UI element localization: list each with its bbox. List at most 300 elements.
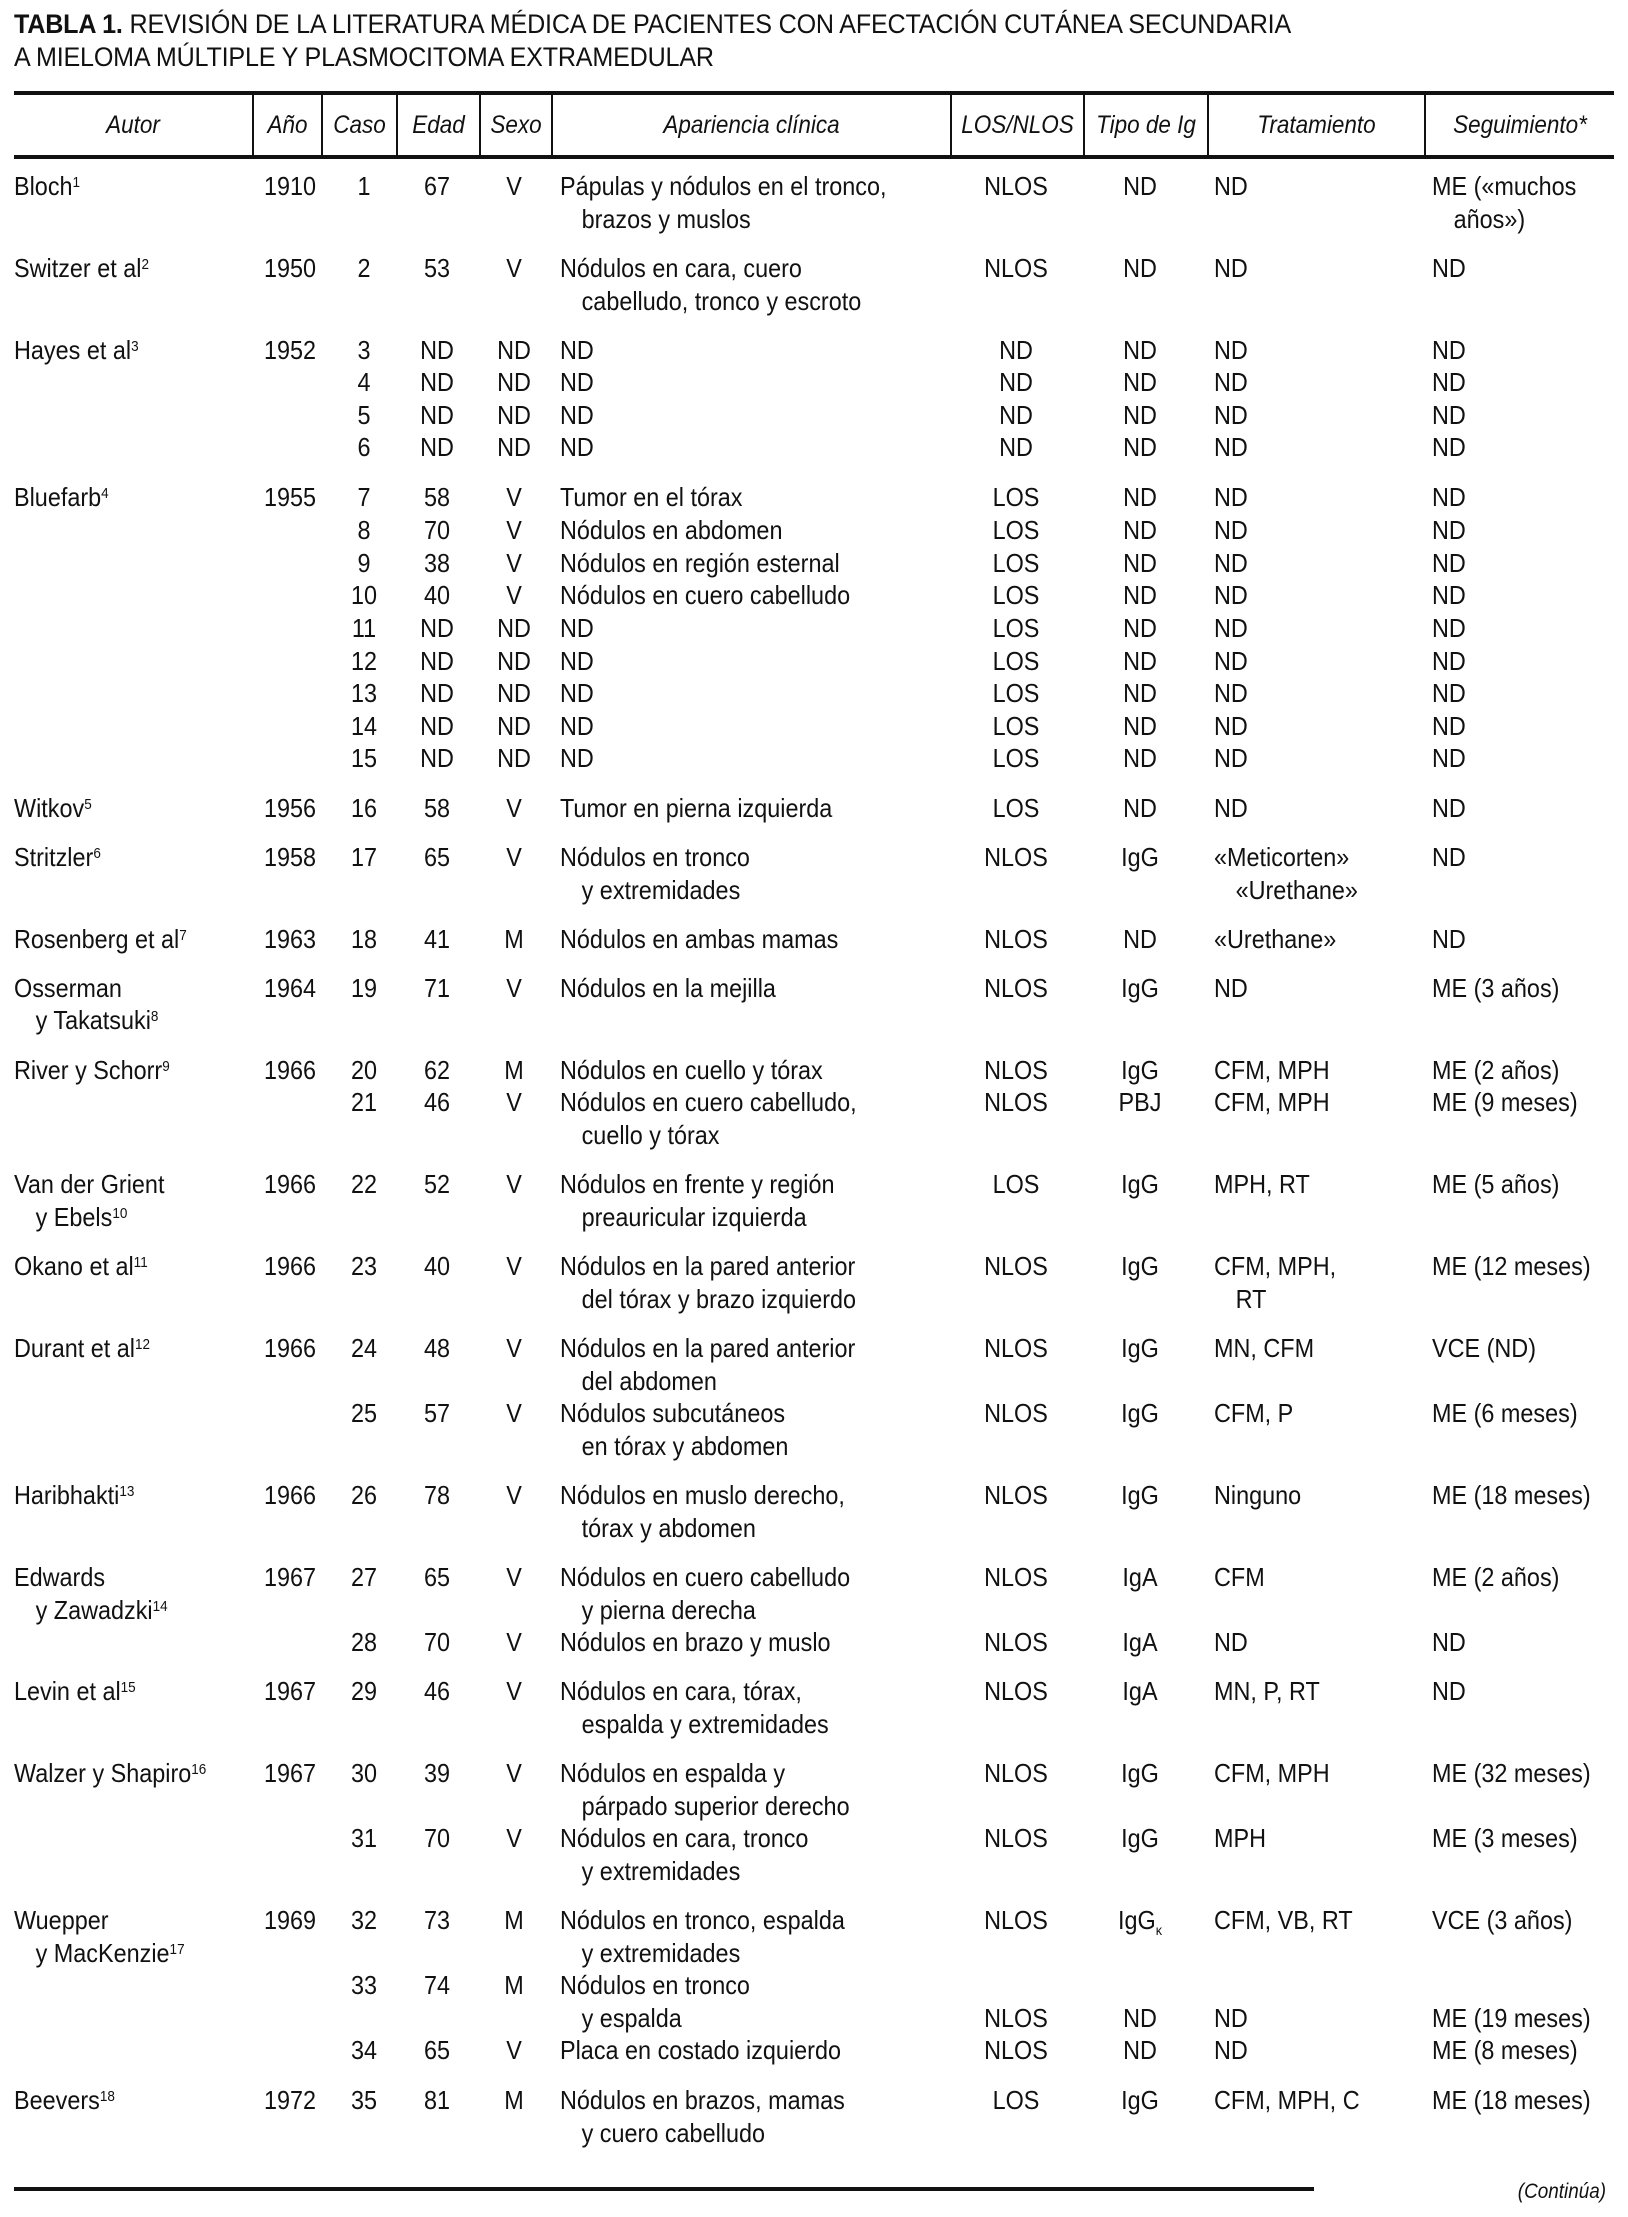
header-tipo-ig: Tipo de Ig — [1096, 110, 1196, 139]
sex-cell: V — [506, 1627, 522, 1657]
clinical-appearance-cell: Tumor en pierna izquierda — [560, 793, 833, 823]
los-nlos-cell: ND — [999, 367, 1033, 397]
header-tratamiento: Tratamiento — [1257, 110, 1376, 139]
treatment-cell: CFM, MPH — [1214, 1055, 1330, 1085]
follow-up-cell: ME (2 años) — [1432, 1055, 1560, 1085]
case-cell: 22 — [350, 1169, 378, 1199]
year-cell: 1910 — [263, 171, 316, 201]
treatment-cell: ND — [1214, 367, 1248, 397]
age-cell: 58 — [423, 482, 451, 512]
year-cell: 1967 — [263, 1758, 316, 1788]
clinical-appearance-cell: Nódulos en región esternal — [560, 548, 840, 578]
age-cell: 78 — [423, 1480, 451, 1510]
los-nlos-cell: NLOS — [984, 924, 1048, 954]
author-cell: Rosenberg et $al^7$ — [14, 924, 187, 954]
age-cell: 65 — [423, 842, 451, 872]
author-cell: Witkov$^5$ — [14, 793, 92, 823]
case-cell: 23 — [350, 1251, 378, 1281]
ig-type-cell: ND — [1123, 678, 1157, 708]
age-cell: 65 — [423, 1562, 451, 1592]
column-divider — [396, 95, 398, 157]
follow-up-cell: ND — [1432, 432, 1466, 462]
sex-cell: M — [504, 1970, 524, 2000]
age-cell: ND — [420, 646, 454, 676]
sex-cell: ND — [497, 678, 531, 708]
treatment-cell: ND — [1214, 580, 1248, 610]
sex-cell: ND — [497, 367, 531, 397]
age-cell: 57 — [423, 1398, 451, 1428]
case-cell: 8 — [357, 515, 371, 545]
ig-type-cell: ND — [1123, 400, 1157, 430]
follow-up-cell: ME («muchos — [1432, 171, 1577, 201]
sex-cell: V — [506, 1758, 522, 1788]
age-cell: 41 — [423, 924, 451, 954]
header-anio: Año — [267, 110, 308, 139]
author-cell: Van der Grient — [14, 1169, 165, 1199]
follow-up-cell: ND — [1432, 842, 1466, 872]
case-cell: 29 — [350, 1676, 378, 1706]
clinical-appearance-cell-continued: y extremidades — [581, 1856, 741, 1886]
reference-number: 5 — [84, 796, 92, 813]
age-cell: 46 — [423, 1087, 451, 1117]
sex-cell: V — [506, 1823, 522, 1853]
sex-cell: ND — [497, 646, 531, 676]
year-cell: 1958 — [263, 842, 316, 872]
sex-cell: V — [506, 1398, 522, 1428]
sex-cell: M — [504, 2085, 524, 2115]
clinical-appearance-cell: Nódulos en tronco — [560, 1970, 750, 2000]
clinical-appearance-cell: Nódulos subcutáneos — [560, 1398, 786, 1428]
follow-up-cell: ME (32 meses) — [1432, 1758, 1591, 1788]
treatment-cell: CFM, MPH, — [1214, 1251, 1337, 1281]
author-cell-continued: y Ebels$^{10}$ — [35, 1202, 128, 1232]
treatment-cell: «Meticorten» — [1214, 842, 1350, 872]
los-nlos-cell: LOS — [992, 711, 1040, 741]
follow-up-cell: ND — [1432, 924, 1466, 954]
treatment-cell: ND — [1214, 515, 1248, 545]
year-cell: 1969 — [263, 1905, 316, 1935]
case-cell: 19 — [350, 973, 378, 1003]
los-nlos-cell: LOS — [992, 482, 1040, 512]
case-cell: 21 — [350, 1087, 378, 1117]
age-cell: 67 — [423, 171, 451, 201]
treatment-cell: MPH — [1214, 1823, 1267, 1853]
reference-number: 7 — [179, 927, 187, 944]
reference-number: 8 — [150, 1008, 159, 1025]
column-divider — [1083, 95, 1085, 157]
case-cell: 18 — [350, 924, 378, 954]
los-nlos-cell: NLOS — [984, 1676, 1048, 1706]
follow-up-cell: ME (6 meses) — [1432, 1398, 1578, 1428]
clinical-appearance-cell: Nódulos en abdomen — [560, 515, 783, 545]
ig-type-cell: IgG — [1121, 973, 1159, 1003]
treatment-cell: ND — [1214, 2035, 1248, 2065]
follow-up-cell: ND — [1432, 646, 1466, 676]
age-cell: ND — [420, 743, 454, 773]
reference-number: 10 — [112, 1205, 128, 1222]
sex-cell: V — [506, 515, 522, 545]
los-nlos-cell: LOS — [992, 515, 1040, 545]
case-cell: 15 — [350, 743, 378, 773]
age-cell: 74 — [423, 1970, 451, 2000]
case-cell: 31 — [350, 1823, 378, 1853]
age-cell: ND — [420, 400, 454, 430]
sex-cell: ND — [497, 400, 531, 430]
author-cell: Wuepper — [14, 1905, 109, 1935]
los-nlos-cell: NLOS — [984, 842, 1048, 872]
treatment-cell: ND — [1214, 335, 1248, 365]
ig-type-cell: ND — [1123, 335, 1157, 365]
clinical-appearance-cell: ND — [560, 400, 594, 430]
ig-type-cell: IgG — [1121, 1398, 1159, 1428]
reference-number: 13 — [119, 1483, 135, 1500]
follow-up-cell: ND — [1432, 515, 1466, 545]
case-cell: 28 — [350, 1627, 378, 1657]
clinical-appearance-cell-continued: brazos y muslos — [581, 204, 751, 234]
ig-type-cell: IgA — [1122, 1627, 1158, 1657]
clinical-appearance-cell-continued: cuello y tórax — [581, 1120, 720, 1150]
age-cell: 39 — [423, 1758, 451, 1788]
clinical-appearance-cell: ND — [560, 367, 594, 397]
sex-cell: M — [504, 1905, 524, 1935]
sex-cell: V — [506, 793, 522, 823]
column-divider — [551, 95, 553, 157]
follow-up-cell: VCE (ND) — [1432, 1333, 1537, 1363]
sex-cell: V — [506, 1087, 522, 1117]
los-nlos-cell: NLOS — [984, 973, 1048, 1003]
ig-type-cell: ND — [1123, 548, 1157, 578]
ig-type-cell: ND — [1123, 580, 1157, 610]
clinical-appearance-cell-continued: y espalda — [581, 2003, 682, 2033]
reference-number: 15 — [120, 1679, 136, 1696]
los-nlos-cell: ND — [999, 335, 1033, 365]
clinical-appearance-cell: Nódulos en cuero cabelludo — [560, 580, 851, 610]
clinical-appearance-cell: ND — [560, 711, 594, 741]
author-cell: Hayes et $al^3$ — [14, 335, 139, 365]
year-cell: 1964 — [263, 973, 316, 1003]
author-cell: Levin et $al^{15}$ — [14, 1676, 136, 1706]
treatment-cell: ND — [1214, 482, 1248, 512]
header-los-nlos: LOS/NLOS — [961, 110, 1074, 139]
treatment-cell: ND — [1214, 793, 1248, 823]
follow-up-cell: ME (3 años) — [1432, 973, 1560, 1003]
reference-number: 14 — [152, 1598, 168, 1615]
treatment-cell-continued: «Urethane» — [1235, 875, 1358, 905]
column-divider — [1424, 95, 1426, 157]
author-cell: Haribhakti$^{13}$ — [14, 1480, 135, 1510]
sex-cell: V — [506, 253, 522, 283]
case-cell: 32 — [350, 1905, 378, 1935]
ig-type-cell: IgG — [1121, 1169, 1159, 1199]
follow-up-cell: ME (12 meses) — [1432, 1251, 1591, 1281]
author-cell: Okano et $al^{11}$ — [14, 1251, 148, 1281]
year-cell: 1966 — [263, 1333, 316, 1363]
clinical-appearance-cell-continued: espalda y extremidades — [581, 1709, 829, 1739]
follow-up-cell: ME (3 meses) — [1432, 1823, 1578, 1853]
author-cell: Bloch$^1$ — [14, 171, 81, 201]
sex-cell: V — [506, 1562, 522, 1592]
treatment-cell: ND — [1214, 1627, 1248, 1657]
age-cell: ND — [420, 432, 454, 462]
los-nlos-cell: LOS — [992, 613, 1040, 643]
age-cell: 70 — [423, 1823, 451, 1853]
treatment-cell: MN, P, RT — [1214, 1676, 1320, 1706]
clinical-appearance-cell-continued: cabelludo, tronco y escroto — [581, 286, 862, 316]
age-cell: 70 — [423, 515, 451, 545]
follow-up-cell: ME (2 años) — [1432, 1562, 1560, 1592]
treatment-cell: ND — [1214, 400, 1248, 430]
treatment-cell: CFM, MPH, C — [1214, 2085, 1360, 2115]
age-cell: ND — [420, 678, 454, 708]
year-cell: 1972 — [263, 2085, 316, 2115]
treatment-cell: CFM — [1214, 1562, 1265, 1592]
age-cell: 81 — [423, 2085, 451, 2115]
follow-up-cell: ME (9 meses) — [1432, 1087, 1578, 1117]
case-cell: 5 — [357, 400, 371, 430]
treatment-cell: ND — [1214, 646, 1248, 676]
case-cell: 16 — [350, 793, 378, 823]
clinical-appearance-cell: ND — [560, 743, 594, 773]
sex-cell: V — [506, 1251, 522, 1281]
follow-up-cell: ME (18 meses) — [1432, 1480, 1591, 1510]
author-cell: Bluefarb$^4$ — [14, 482, 109, 512]
author-cell-continued: y Zawadzki$^{14}$ — [35, 1595, 168, 1625]
reference-number: 16 — [191, 1761, 207, 1778]
case-cell: 30 — [350, 1758, 378, 1788]
los-nlos-cell: NLOS — [984, 1480, 1048, 1510]
ig-type-cell: IgG — [1121, 1758, 1159, 1788]
los-nlos-cell: LOS — [992, 580, 1040, 610]
sex-cell: V — [506, 973, 522, 1003]
los-nlos-cell: LOS — [992, 548, 1040, 578]
treatment-cell: ND — [1214, 548, 1248, 578]
treatment-cell: CFM, MPH — [1214, 1758, 1330, 1788]
follow-up-cell: ND — [1432, 482, 1466, 512]
sex-cell: V — [506, 842, 522, 872]
column-divider — [1207, 95, 1209, 157]
author-cell: Edwards — [14, 1562, 106, 1592]
sex-cell: V — [506, 1480, 522, 1510]
sex-cell: V — [506, 580, 522, 610]
los-nlos-cell: LOS — [992, 1169, 1040, 1199]
case-cell: 12 — [350, 646, 378, 676]
author-cell: River y Schorr$^9$ — [14, 1055, 170, 1085]
author-cell: Walzer y Shapiro$^{16}$ — [14, 1758, 207, 1788]
clinical-appearance-cell: ND — [560, 678, 594, 708]
ig-type-cell: IgG — [1121, 1055, 1159, 1085]
age-cell: 58 — [423, 793, 451, 823]
age-cell: 52 — [423, 1169, 451, 1199]
los-nlos-cell: NLOS — [984, 1087, 1048, 1117]
header-edad: Edad — [412, 110, 465, 139]
treatment-cell: ND — [1214, 743, 1248, 773]
treatment-cell: CFM, P — [1214, 1398, 1294, 1428]
los-nlos-cell: NLOS — [984, 171, 1048, 201]
clinical-appearance-cell-continued: y pierna derecha — [581, 1595, 756, 1625]
ig-type-cell: IgG — [1121, 842, 1159, 872]
sex-cell: ND — [497, 743, 531, 773]
clinical-appearance-cell-continued: del abdomen — [581, 1366, 717, 1396]
age-cell: 38 — [423, 548, 451, 578]
case-cell: 2 — [357, 253, 371, 283]
follow-up-cell: ND — [1432, 580, 1466, 610]
age-cell: ND — [420, 711, 454, 741]
clinical-appearance-cell: Nódulos en cuero cabelludo, — [560, 1087, 857, 1117]
year-cell: 1966 — [263, 1055, 316, 1085]
follow-up-cell: ME (8 meses) — [1432, 2035, 1578, 2065]
case-cell: 25 — [350, 1398, 378, 1428]
case-cell: 34 — [350, 2035, 378, 2065]
sex-cell: V — [506, 2035, 522, 2065]
los-nlos-cell: NLOS — [984, 1055, 1048, 1085]
sex-cell: V — [506, 548, 522, 578]
year-cell: 1963 — [263, 924, 316, 954]
clinical-appearance-cell: Nódulos en brazo y muslo — [560, 1627, 831, 1657]
case-cell: 17 — [350, 842, 378, 872]
los-nlos-cell: LOS — [992, 2085, 1040, 2115]
case-cell: 14 — [350, 711, 378, 741]
reference-number: 9 — [162, 1058, 170, 1075]
age-cell: ND — [420, 613, 454, 643]
follow-up-cell: ND — [1432, 548, 1466, 578]
treatment-cell-continued: RT — [1235, 1284, 1267, 1314]
case-cell: 13 — [350, 678, 378, 708]
case-cell: 6 — [357, 432, 371, 462]
ig-type-cell: IgA — [1122, 1676, 1158, 1706]
year-cell: 1955 — [263, 482, 316, 512]
clinical-appearance-cell-continued: preauricular izquierda — [581, 1202, 807, 1232]
follow-up-cell: VCE (3 años) — [1432, 1905, 1573, 1935]
case-cell: 11 — [351, 613, 377, 643]
clinical-appearance-cell: Nódulos en la pared anterior — [560, 1251, 856, 1281]
reference-number: 18 — [99, 2088, 115, 2105]
ig-type-cell: IgG — [1121, 1823, 1159, 1853]
follow-up-cell: ND — [1432, 335, 1466, 365]
los-nlos-cell: NLOS — [984, 253, 1048, 283]
clinical-appearance-cell: Nódulos en la pared anterior — [560, 1333, 856, 1363]
sex-cell: M — [504, 1055, 524, 1085]
year-cell: 1966 — [263, 1251, 316, 1281]
los-nlos-cell: NLOS — [984, 1251, 1048, 1281]
clinical-appearance-cell-continued: y cuero cabelludo — [581, 2118, 766, 2148]
treatment-cell: ND — [1214, 2003, 1248, 2033]
title-line-1: REVISIÓN DE LA LITERATURA MÉDICA DE PACIENTES CON AFECTACIÓN CUTÁNEA SECUNDARIA — [129, 9, 1292, 39]
clinical-appearance-cell-continued: tórax y abdomen — [581, 1513, 756, 1543]
age-cell: 73 — [423, 1905, 451, 1935]
column-divider — [479, 95, 481, 157]
reference-number: 12 — [134, 1336, 150, 1353]
title-line-2: A MIELOMA MÚLTIPLE Y PLASMOCITOMA EXTRAMEDULAR — [14, 42, 714, 72]
age-cell: ND — [420, 367, 454, 397]
follow-up-cell: ND — [1432, 793, 1466, 823]
table-label: TABLA 1. — [14, 9, 123, 39]
case-cell: 7 — [357, 482, 371, 512]
year-cell: 1966 — [263, 1169, 316, 1199]
sex-cell: V — [506, 1333, 522, 1363]
clinical-appearance-cell: Nódulos en tronco — [560, 842, 750, 872]
reference-number: 2 — [141, 256, 149, 273]
ig-type-cell: ND — [1123, 482, 1157, 512]
reference-number: 4 — [101, 485, 109, 502]
los-nlos-cell: NLOS — [984, 2035, 1048, 2065]
age-cell: 48 — [423, 1333, 451, 1363]
header-sexo: Sexo — [490, 110, 542, 139]
ig-type-cell: ND — [1123, 646, 1157, 676]
los-nlos-cell: NLOS — [984, 1398, 1048, 1428]
clinical-appearance-cell-continued: del tórax y brazo izquierdo — [581, 1284, 857, 1314]
clinical-appearance-cell: Nódulos en cara, cuero — [560, 253, 802, 283]
treatment-cell: MN, CFM — [1214, 1333, 1315, 1363]
author-cell: Beevers$^{18}$ — [14, 2085, 115, 2115]
column-divider — [321, 95, 323, 157]
clinical-appearance-cell-continued: y extremidades — [581, 875, 741, 905]
age-cell: 65 — [423, 2035, 451, 2065]
clinical-appearance-cell: Placa en costado izquierdo — [560, 2035, 841, 2065]
los-nlos-cell: NLOS — [984, 1758, 1048, 1788]
sex-cell: ND — [497, 335, 531, 365]
follow-up-cell: ND — [1432, 711, 1466, 741]
follow-up-cell: ME (19 meses) — [1432, 2003, 1591, 2033]
los-nlos-cell: NLOS — [984, 1333, 1048, 1363]
light-chain-subscript: κ — [1155, 1922, 1163, 1939]
author-cell: Osserman — [14, 973, 122, 1003]
author-cell: Switzer et $al^2$ — [14, 253, 149, 283]
treatment-cell: «Urethane» — [1214, 924, 1337, 954]
treatment-cell: ND — [1214, 432, 1248, 462]
clinical-appearance-cell: Nódulos en muslo derecho, — [560, 1480, 845, 1510]
case-cell: 27 — [350, 1562, 378, 1592]
los-nlos-cell: LOS — [992, 793, 1040, 823]
follow-up-cell: ND — [1432, 367, 1466, 397]
treatment-cell: ND — [1214, 613, 1248, 643]
case-cell: 9 — [357, 548, 371, 578]
ig-type-cell: ND — [1123, 515, 1157, 545]
header-seguimiento: Seguimiento* — [1453, 110, 1587, 139]
follow-up-cell: ND — [1432, 1676, 1466, 1706]
los-nlos-cell: NLOS — [984, 1905, 1048, 1935]
sex-cell: V — [506, 1676, 522, 1706]
ig-type-cell: IgG — [1121, 2085, 1159, 2115]
clinical-appearance-cell-continued: párpado superior derecho — [581, 1791, 850, 1821]
clinical-appearance-cell: ND — [560, 646, 594, 676]
ig-type-cell: ND — [1123, 2035, 1157, 2065]
follow-up-cell: ND — [1432, 400, 1466, 430]
ig-type-cell: ND — [1123, 743, 1157, 773]
case-cell: 20 — [350, 1055, 378, 1085]
ig-type-cell: ND — [1123, 793, 1157, 823]
clinical-appearance-cell: Nódulos en cara, tórax, — [560, 1676, 802, 1706]
year-cell: 1967 — [263, 1676, 316, 1706]
treatment-cell: ND — [1214, 678, 1248, 708]
sex-cell: ND — [497, 613, 531, 643]
ig-type-cell: IgG — [1121, 1480, 1159, 1510]
clinical-appearance-cell-continued: en tórax y abdomen — [581, 1431, 789, 1461]
sex-cell: V — [506, 482, 522, 512]
age-cell: 40 — [423, 580, 451, 610]
column-divider — [950, 95, 952, 157]
follow-up-cell: ME (5 años) — [1432, 1169, 1560, 1199]
age-cell: ND — [420, 335, 454, 365]
ig-type-cell: ND — [1123, 924, 1157, 954]
sex-cell: ND — [497, 711, 531, 741]
treatment-cell: Ninguno — [1214, 1480, 1302, 1510]
clinical-appearance-cell: Nódulos en cuello y tórax — [560, 1055, 823, 1085]
ig-type-cell: ND — [1123, 171, 1157, 201]
year-cell: 1952 — [263, 335, 316, 365]
clinical-appearance-cell-continued: y extremidades — [581, 1938, 741, 1968]
header-autor: Autor — [106, 110, 160, 139]
case-cell: 10 — [350, 580, 378, 610]
